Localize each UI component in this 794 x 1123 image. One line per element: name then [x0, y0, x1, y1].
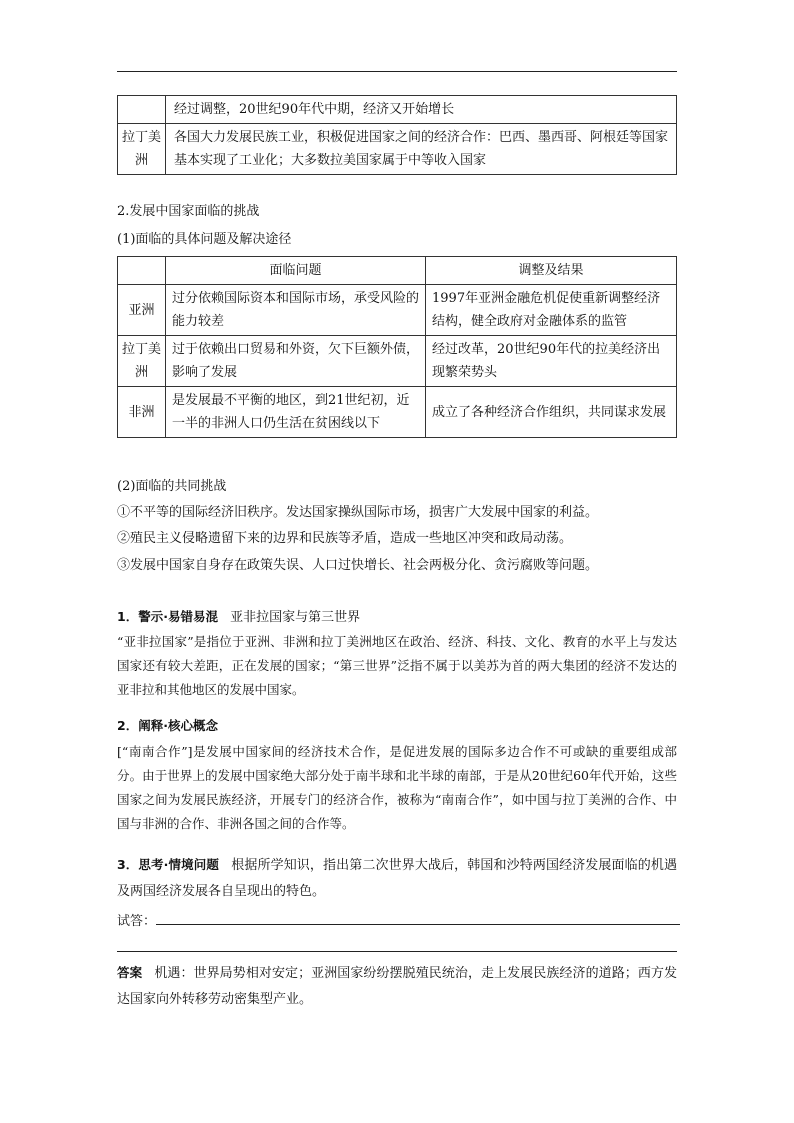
- table-row: [118, 96, 677, 124]
- table-row: [118, 387, 677, 438]
- note-1-topic: 亚非拉国家与第三世界: [230, 610, 361, 625]
- table-row: [118, 336, 677, 387]
- note-2-label-text: 2．阐释·核心概念: [117, 718, 218, 733]
- separator-rule: [117, 951, 677, 952]
- answer-text: 机遇：世界局势相对安定；亚洲国家纷纷摆脱殖民统治，走上发展民族经济的道路；西方发达国家向外转移劳动密集型产业。: [117, 966, 677, 1007]
- header-cell: 面临问题: [166, 257, 426, 285]
- content-cell: 经过调整，20世纪90年代中期，经济又开始增长: [166, 96, 677, 124]
- subsection-title: (1)面临的具体问题及解决途径: [117, 232, 292, 247]
- try-label: 试答：: [117, 914, 157, 929]
- header-cell: [118, 257, 166, 285]
- subsection-title: (2)面临的共同挑战: [117, 479, 227, 494]
- table-header-row: [118, 257, 677, 285]
- header-cell: 调整及结果: [426, 257, 677, 285]
- section-title: 2.发展中国家面临的挑战: [117, 204, 260, 219]
- note-1-label: 1．警示·易错易混: [117, 609, 218, 624]
- list-item: ②殖民主义侵略遗留下来的边界和民族等矛盾，造成一些地区冲突和政局动荡。: [117, 531, 573, 546]
- note-1-text: “亚非拉国家”是指位于亚洲、非洲和拉丁美洲地区在政治、经济、科技、文化、教育的水平上与发达国家还有较大差距，正在发展的国家；“第三世界”泛指不属于以美苏为首的两大集团的经济不发达的亚非拉和其他地区的发展中国家。: [117, 634, 677, 697]
- table-row: [118, 124, 677, 175]
- result-cell: 经过改革，20世纪90年代的拉美经济出现繁荣势头: [426, 336, 677, 387]
- result-cell: 1997年亚洲金融危机促使重新调整经济结构，健全政府对金融体系的监管: [426, 285, 677, 336]
- note-3-label: 3．思考·情境问题: [117, 857, 219, 872]
- answer-label: 答案: [117, 965, 143, 980]
- header-rule: [117, 71, 677, 72]
- note-2-label: [117, 716, 677, 737]
- answer-blank[interactable]: [156, 910, 680, 925]
- table-continued: [117, 95, 677, 175]
- region-cell: 拉丁美洲: [118, 124, 166, 175]
- result-cell: 成立了各种经济合作组织，共同谋求发展: [426, 387, 677, 438]
- note-3-text: 根据所学知识，指出第二次世界大战后，韩国和沙特两国经济发展面临的机遇及两国经济发展各自呈现出的特色。: [117, 858, 677, 899]
- answer-block: [117, 960, 677, 1013]
- region-cell: [118, 96, 166, 124]
- note-1-heading: [117, 607, 677, 628]
- list-item: ③发展中国家自身存在政策失误、人口过快增长、社会两极分化、贪污腐败等问题。: [117, 558, 599, 573]
- content-cell: 各国大力发展民族工业，积极促进国家之间的经济合作：巴西、墨西哥、阿根廷等国家基本实现了工业化；大多数拉美国家属于中等收入国家: [166, 124, 677, 175]
- list-item: ①不平等的国际经济旧秩序。发达国家操纵国际市场，损害广大发展中国家的利益。: [117, 505, 599, 520]
- try-answer: [117, 910, 677, 932]
- problem-cell: 过于依赖出口贸易和外资，欠下巨额外债，影响了发展: [166, 336, 426, 387]
- note-3: [117, 852, 677, 905]
- note-2-text: [“南南合作”]是发展中国家间的经济技术合作，是促进发展的国际多边合作不可或缺的重要组成部分。由于世界上的发展中国家绝大部分处于南半球和北半球的南部，于是从20世纪60年代开始，这些国家之间为发展民族经济，开展专门的经济合作，被称为“南南合作”，如中国与拉丁美洲的合作、中国与非洲的合作、非洲各国之间的合作等。: [117, 744, 677, 831]
- region-cell: 拉丁美洲: [118, 336, 166, 387]
- problem-cell: 是发展最不平衡的地区，到21世纪初，近一半的非洲人口仍生活在贫困线以下: [166, 387, 426, 438]
- problems-table: [117, 256, 677, 438]
- region-cell: 亚洲: [118, 285, 166, 336]
- region-cell: 非洲: [118, 387, 166, 438]
- problem-cell: 过分依赖国际资本和国际市场，承受风险的能力较差: [166, 285, 426, 336]
- table-row: [118, 285, 677, 336]
